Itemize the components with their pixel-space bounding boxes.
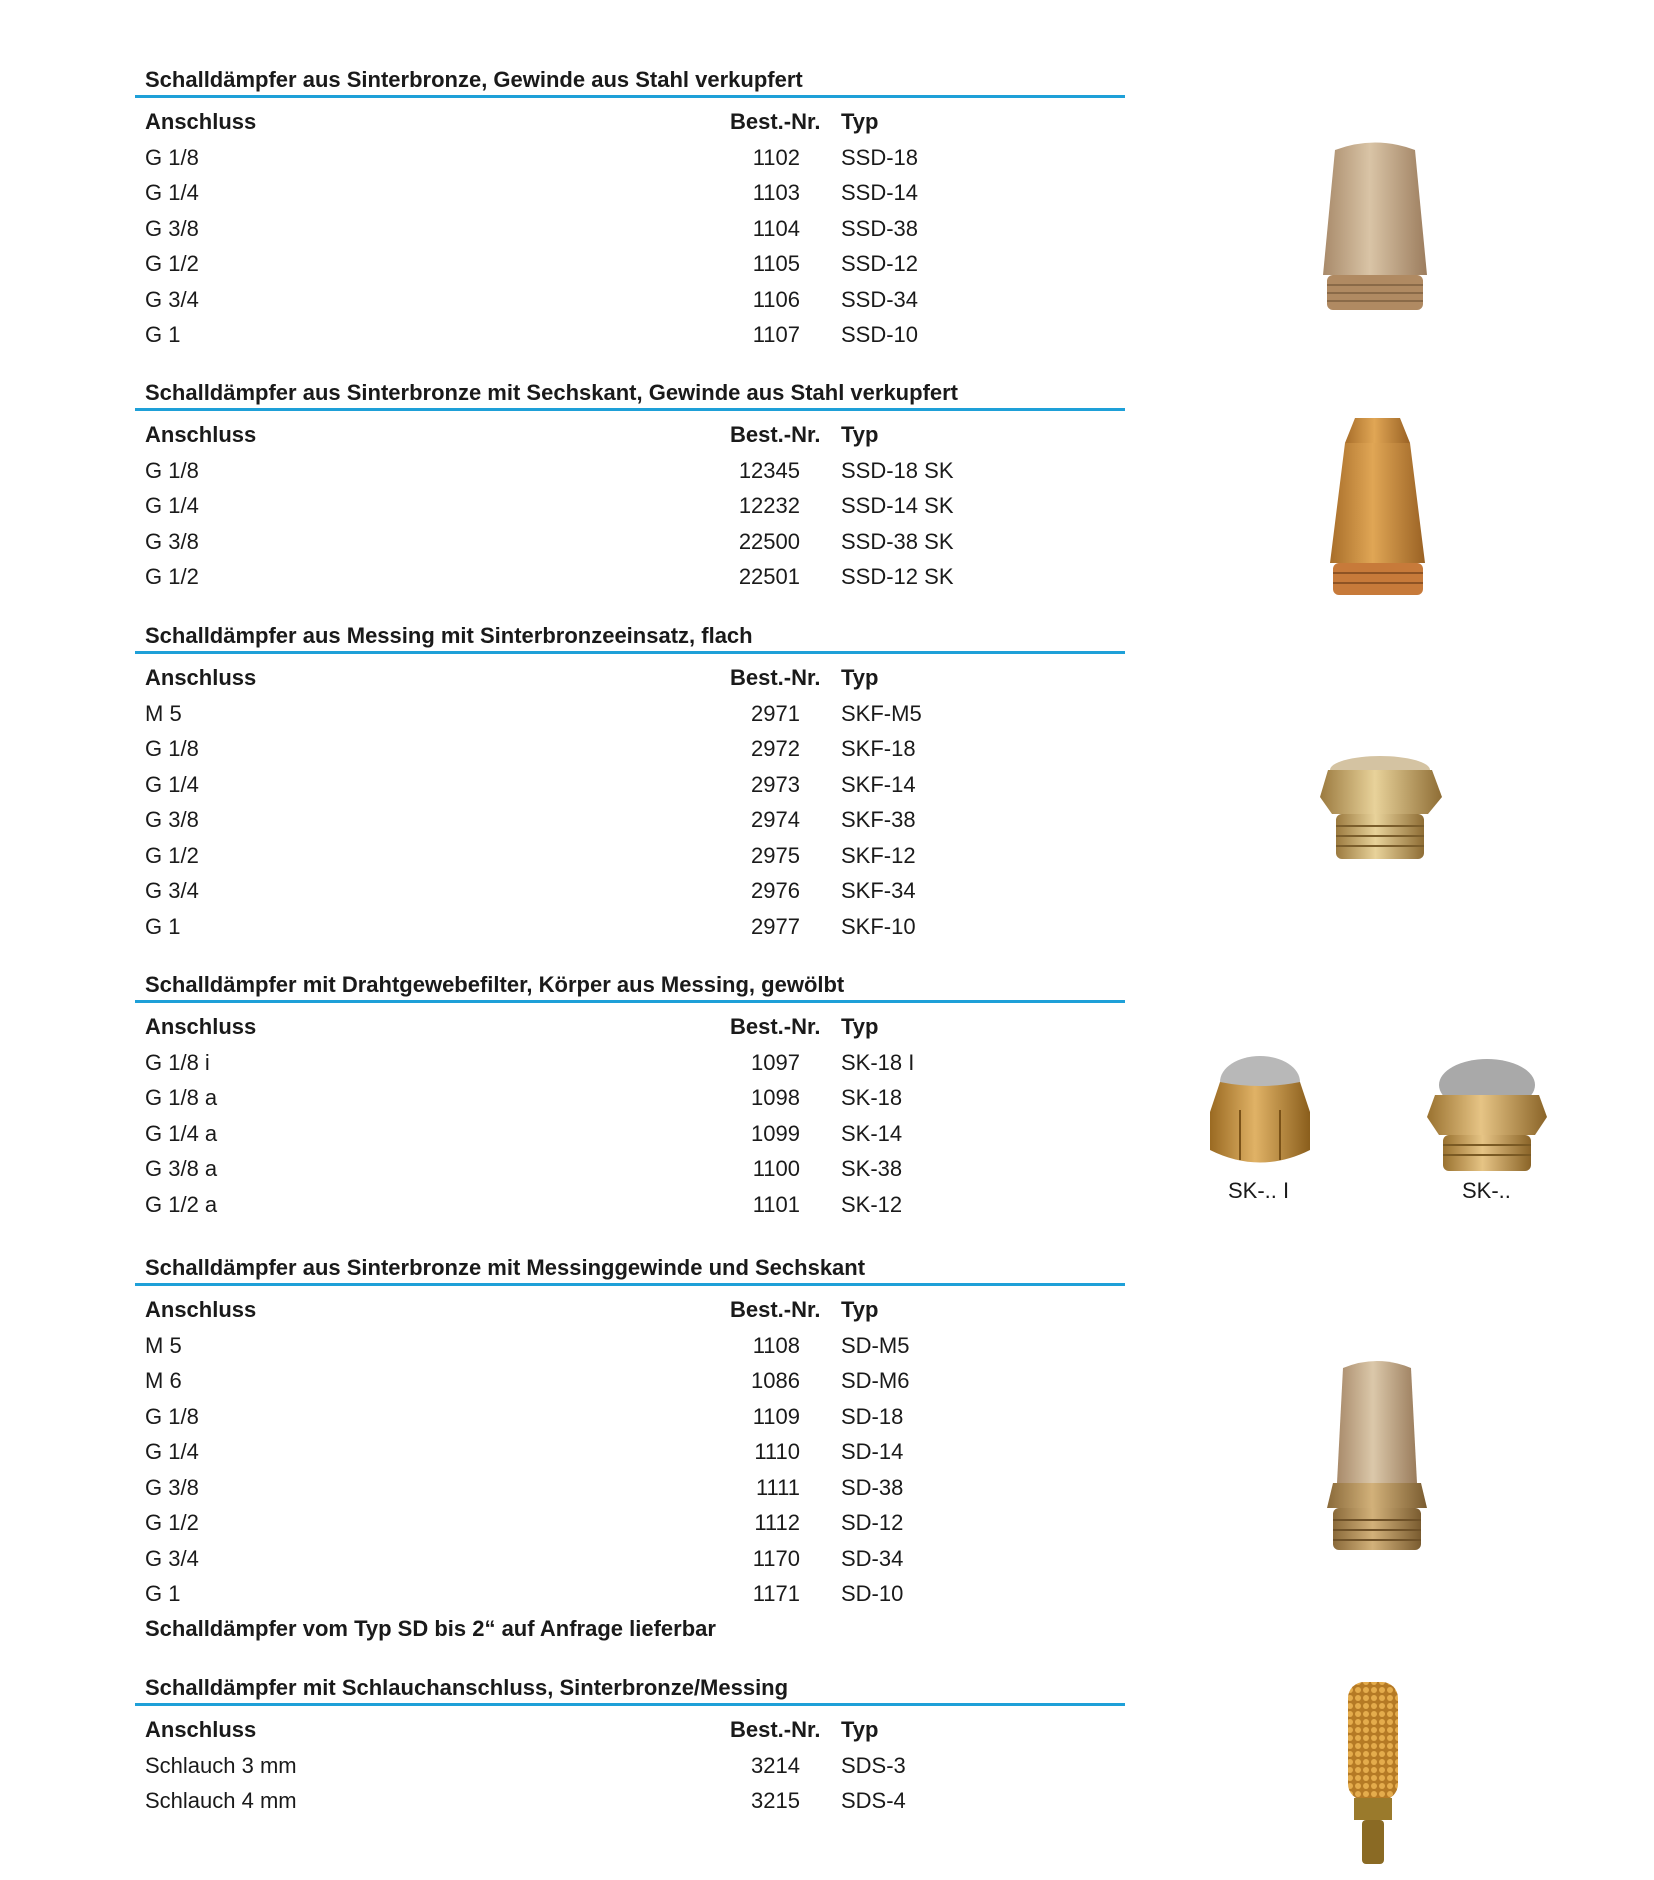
- section-ssd-sk: [145, 378, 1125, 595]
- cell-best-nr: 2972: [751, 736, 800, 761]
- cell-anschluss: G 1/2: [145, 564, 199, 589]
- header-anschluss: Anschluss: [145, 1717, 257, 1742]
- cell-anschluss: G 1/4: [145, 771, 199, 797]
- table-row: [145, 1434, 1125, 1470]
- table-header-row: [145, 1009, 1125, 1045]
- table-row: [145, 453, 1125, 489]
- cell-anschluss: G 3/8 a: [145, 1156, 218, 1181]
- header-anschluss: Anschluss: [145, 1297, 257, 1322]
- table-row: [145, 175, 1125, 211]
- cell-typ: SK-18: [841, 1085, 903, 1110]
- cell-typ: SSD-38: [841, 215, 919, 241]
- sd-silencer-image: [1325, 1358, 1430, 1553]
- cell-typ: SKF-10: [841, 913, 916, 939]
- cell-anschluss: G 3/4: [145, 286, 199, 312]
- table-row: [145, 1151, 1125, 1187]
- cell-typ: SD-10: [841, 1581, 904, 1606]
- caption-sk-a: SK-..: [1462, 1178, 1511, 1203]
- cell-anschluss: G 1/8: [145, 144, 199, 170]
- cell-anschluss: G 3/4: [145, 1545, 199, 1571]
- cell-best-nr: 2976: [751, 878, 800, 903]
- cell-anschluss: Schlauch 3 mm: [145, 1752, 297, 1778]
- table-header-row: [145, 660, 1125, 696]
- header-anschluss: Anschluss: [145, 1014, 257, 1039]
- cell-anschluss: G 1/8: [145, 736, 199, 761]
- cell-best-nr: 2971: [751, 700, 800, 726]
- table-row: [145, 211, 1125, 247]
- cell-typ: SSD-10: [841, 322, 919, 347]
- cell-anschluss: G 1/2 a: [145, 1191, 218, 1217]
- header-typ: Typ: [841, 665, 879, 690]
- section-title: Schalldämpfer aus Sinterbronze, Gewinde aus Stahl verkupfert: [145, 67, 803, 92]
- header-typ: Typ: [841, 1014, 879, 1039]
- cell-anschluss: G 1/4: [145, 493, 199, 518]
- cell-best-nr: 12232: [738, 493, 800, 518]
- table-row: [145, 559, 1125, 595]
- table-row: [145, 1783, 1125, 1819]
- cell-typ: SSD-18 SK: [841, 457, 954, 483]
- cell-typ: SKF-34: [841, 878, 916, 903]
- cell-typ: SK-14: [841, 1120, 903, 1146]
- table-row: [145, 140, 1125, 176]
- cell-typ: SD-12: [841, 1510, 904, 1535]
- table-row: [145, 802, 1125, 838]
- cell-anschluss: M 6: [145, 1368, 182, 1393]
- skf-silencer-image: [1318, 752, 1443, 862]
- table-header-row: [145, 1292, 1125, 1328]
- header-best-nr: Best.-Nr.: [730, 1717, 821, 1742]
- cell-best-nr: 1105: [752, 251, 800, 276]
- cell-typ: SDS-4: [841, 1788, 906, 1813]
- table-row: [145, 838, 1125, 874]
- cell-typ: SSD-12 SK: [841, 564, 954, 589]
- section-title: Schalldämpfer mit Schlauchanschluss, Sinterbronze/Messing: [145, 1675, 789, 1700]
- table-row: [145, 1470, 1125, 1506]
- cell-best-nr: 1099: [751, 1120, 800, 1146]
- header-best-nr: Best.-Nr.: [730, 1297, 821, 1322]
- cell-best-nr: 1101: [752, 1191, 800, 1217]
- caption-sk-i: SK-.. I: [1228, 1178, 1290, 1203]
- cell-anschluss: G 3/8: [145, 215, 199, 241]
- cell-best-nr: 1100: [752, 1156, 800, 1181]
- table-row: [145, 488, 1125, 524]
- section-rule: [135, 1703, 1125, 1706]
- ssd-silencer-image: [1315, 140, 1435, 315]
- cell-typ: SD-18: [841, 1403, 904, 1429]
- cell-best-nr: 1102: [752, 144, 800, 170]
- cell-typ: SD-M5: [841, 1332, 910, 1358]
- cell-anschluss: G 3/8: [145, 807, 199, 832]
- header-typ: Typ: [841, 1717, 879, 1742]
- cell-best-nr: 1170: [752, 1545, 800, 1571]
- header-anschluss: Anschluss: [145, 665, 257, 690]
- table-row: [145, 246, 1125, 282]
- cell-best-nr: 1086: [751, 1368, 800, 1393]
- cell-typ: SSD-14: [841, 180, 919, 205]
- header-best-nr: Best.-Nr.: [730, 665, 821, 690]
- cell-best-nr: 2973: [751, 771, 800, 797]
- cell-best-nr: 3214: [751, 1752, 800, 1778]
- cell-best-nr: 1109: [752, 1403, 800, 1429]
- cell-anschluss: Schlauch 4 mm: [145, 1788, 297, 1813]
- cell-typ: SSD-38 SK: [841, 528, 954, 554]
- cell-anschluss: G 1/4: [145, 1439, 199, 1464]
- ssd-sk-silencer-image: [1325, 413, 1430, 598]
- table-row: [145, 1116, 1125, 1152]
- cell-best-nr: 1108: [752, 1332, 800, 1358]
- cell-best-nr: 12345: [738, 457, 800, 483]
- table-row: [145, 731, 1125, 767]
- cell-typ: SSD-18: [841, 144, 919, 170]
- section-skf: [145, 621, 1125, 944]
- cell-best-nr: 1104: [752, 215, 800, 241]
- cell-anschluss: M 5: [145, 1332, 182, 1358]
- table-header-row: [145, 104, 1125, 140]
- cell-anschluss: G 3/8: [145, 1474, 199, 1500]
- header-anschluss: Anschluss: [145, 422, 257, 447]
- header-anschluss: Anschluss: [145, 109, 257, 134]
- header-best-nr: Best.-Nr.: [730, 422, 821, 447]
- cell-best-nr: 1103: [752, 180, 800, 205]
- cell-typ: SK-12: [841, 1191, 903, 1217]
- section-rule: [135, 1283, 1125, 1286]
- table-row: [145, 1080, 1125, 1116]
- table-row: [145, 282, 1125, 318]
- cell-best-nr: 1106: [752, 286, 800, 312]
- section-rule: [135, 651, 1125, 654]
- cell-typ: SKF-38: [841, 807, 916, 832]
- cell-best-nr: 1112: [754, 1510, 800, 1535]
- cell-typ: SKF-14: [841, 771, 916, 797]
- section-note: Schalldämpfer vom Typ SD bis 2“ auf Anfrage lieferbar: [145, 1615, 716, 1641]
- section-sds: [145, 1673, 1125, 1819]
- section-title: Schalldämpfer mit Drahtgewebefilter, Körper aus Messing, gewölbt: [145, 972, 845, 997]
- header-typ: Typ: [841, 109, 879, 134]
- section-title: Schalldämpfer aus Messing mit Sinterbronzeeinsatz, flach: [145, 623, 753, 648]
- table-row: [145, 524, 1125, 560]
- table-row: [145, 1399, 1125, 1435]
- table-row: [145, 1541, 1125, 1577]
- table-row: [145, 1748, 1125, 1784]
- cell-typ: SD-M6: [841, 1368, 910, 1393]
- cell-anschluss: G 1/8: [145, 457, 199, 483]
- cell-best-nr: 3215: [751, 1788, 800, 1813]
- section-title: Schalldämpfer aus Sinterbronze mit Messinggewinde und Sechskant: [145, 1255, 866, 1280]
- cell-anschluss: G 1/2: [145, 842, 199, 868]
- table-header-row: [145, 1712, 1125, 1748]
- cell-best-nr: 2977: [751, 913, 800, 939]
- cell-typ: SD-14: [841, 1439, 904, 1464]
- cell-best-nr: 1097: [751, 1049, 800, 1075]
- cell-anschluss: M 5: [145, 700, 182, 726]
- cell-typ: SSD-34: [841, 286, 919, 312]
- cell-best-nr: 1107: [752, 322, 800, 347]
- header-typ: Typ: [841, 422, 879, 447]
- cell-anschluss: G 1/2: [145, 1510, 199, 1535]
- table-row: [145, 1576, 1125, 1612]
- table-row: [145, 1045, 1125, 1081]
- cell-typ: SK-18 I: [841, 1049, 915, 1075]
- table-header-row: [145, 417, 1125, 453]
- cell-typ: SD-34: [841, 1545, 904, 1571]
- cell-best-nr: 2974: [751, 807, 800, 832]
- cell-anschluss: G 1: [145, 913, 181, 939]
- cell-anschluss: G 1/8: [145, 1403, 199, 1429]
- section-rule: [135, 408, 1125, 411]
- table-row: [145, 767, 1125, 803]
- cell-typ: SKF-18: [841, 736, 916, 761]
- header-typ: Typ: [841, 1297, 879, 1322]
- cell-anschluss: G 1: [145, 322, 181, 347]
- section-sk: [145, 970, 1125, 1222]
- cell-typ: SDS-3: [841, 1752, 906, 1778]
- header-best-nr: Best.-Nr.: [730, 1014, 821, 1039]
- cell-typ: SKF-12: [841, 842, 916, 868]
- section-sd: [145, 1253, 1125, 1646]
- section-rule: [135, 95, 1125, 98]
- sk-a-silencer-image: [1425, 1055, 1550, 1175]
- table-row: [145, 317, 1125, 353]
- cell-typ: SSD-14 SK: [841, 493, 954, 518]
- table-row: [145, 1328, 1125, 1364]
- table-row: [145, 1187, 1125, 1223]
- cell-typ: SK-38: [841, 1156, 903, 1181]
- table-row: [145, 696, 1125, 732]
- cell-anschluss: G 1/4 a: [145, 1120, 218, 1146]
- table-row: [145, 909, 1125, 945]
- cell-best-nr: 22501: [738, 564, 800, 589]
- cell-best-nr: 1110: [754, 1439, 800, 1464]
- cell-anschluss: G 1/4: [145, 180, 199, 205]
- cell-anschluss: G 3/8: [145, 528, 199, 554]
- cell-anschluss: G 3/4: [145, 878, 199, 903]
- table-row: [145, 1363, 1125, 1399]
- section-ssd: [145, 65, 1125, 353]
- cell-anschluss: G 1/8 i: [145, 1049, 210, 1075]
- table-row: [145, 1505, 1125, 1541]
- cell-anschluss: G 1/8 a: [145, 1085, 218, 1110]
- table-row: [145, 873, 1125, 909]
- cell-best-nr: 22500: [738, 528, 800, 554]
- cell-best-nr: 2975: [751, 842, 800, 868]
- sk-i-silencer-image: [1205, 1050, 1315, 1175]
- cell-best-nr: 1171: [752, 1581, 800, 1606]
- cell-typ: SD-38: [841, 1474, 904, 1500]
- header-best-nr: Best.-Nr.: [730, 109, 821, 134]
- cell-anschluss: G 1/2: [145, 251, 199, 276]
- cell-best-nr: 1111: [755, 1474, 800, 1500]
- cell-typ: SKF-M5: [841, 700, 922, 726]
- section-title: Schalldämpfer aus Sinterbronze mit Sechskant, Gewinde aus Stahl verkupfert: [145, 380, 959, 405]
- sds-silencer-image: [1338, 1678, 1408, 1868]
- cell-anschluss: G 1: [145, 1581, 181, 1606]
- section-rule: [135, 1000, 1125, 1003]
- cell-typ: SSD-12: [841, 251, 919, 276]
- cell-best-nr: 1098: [751, 1085, 800, 1110]
